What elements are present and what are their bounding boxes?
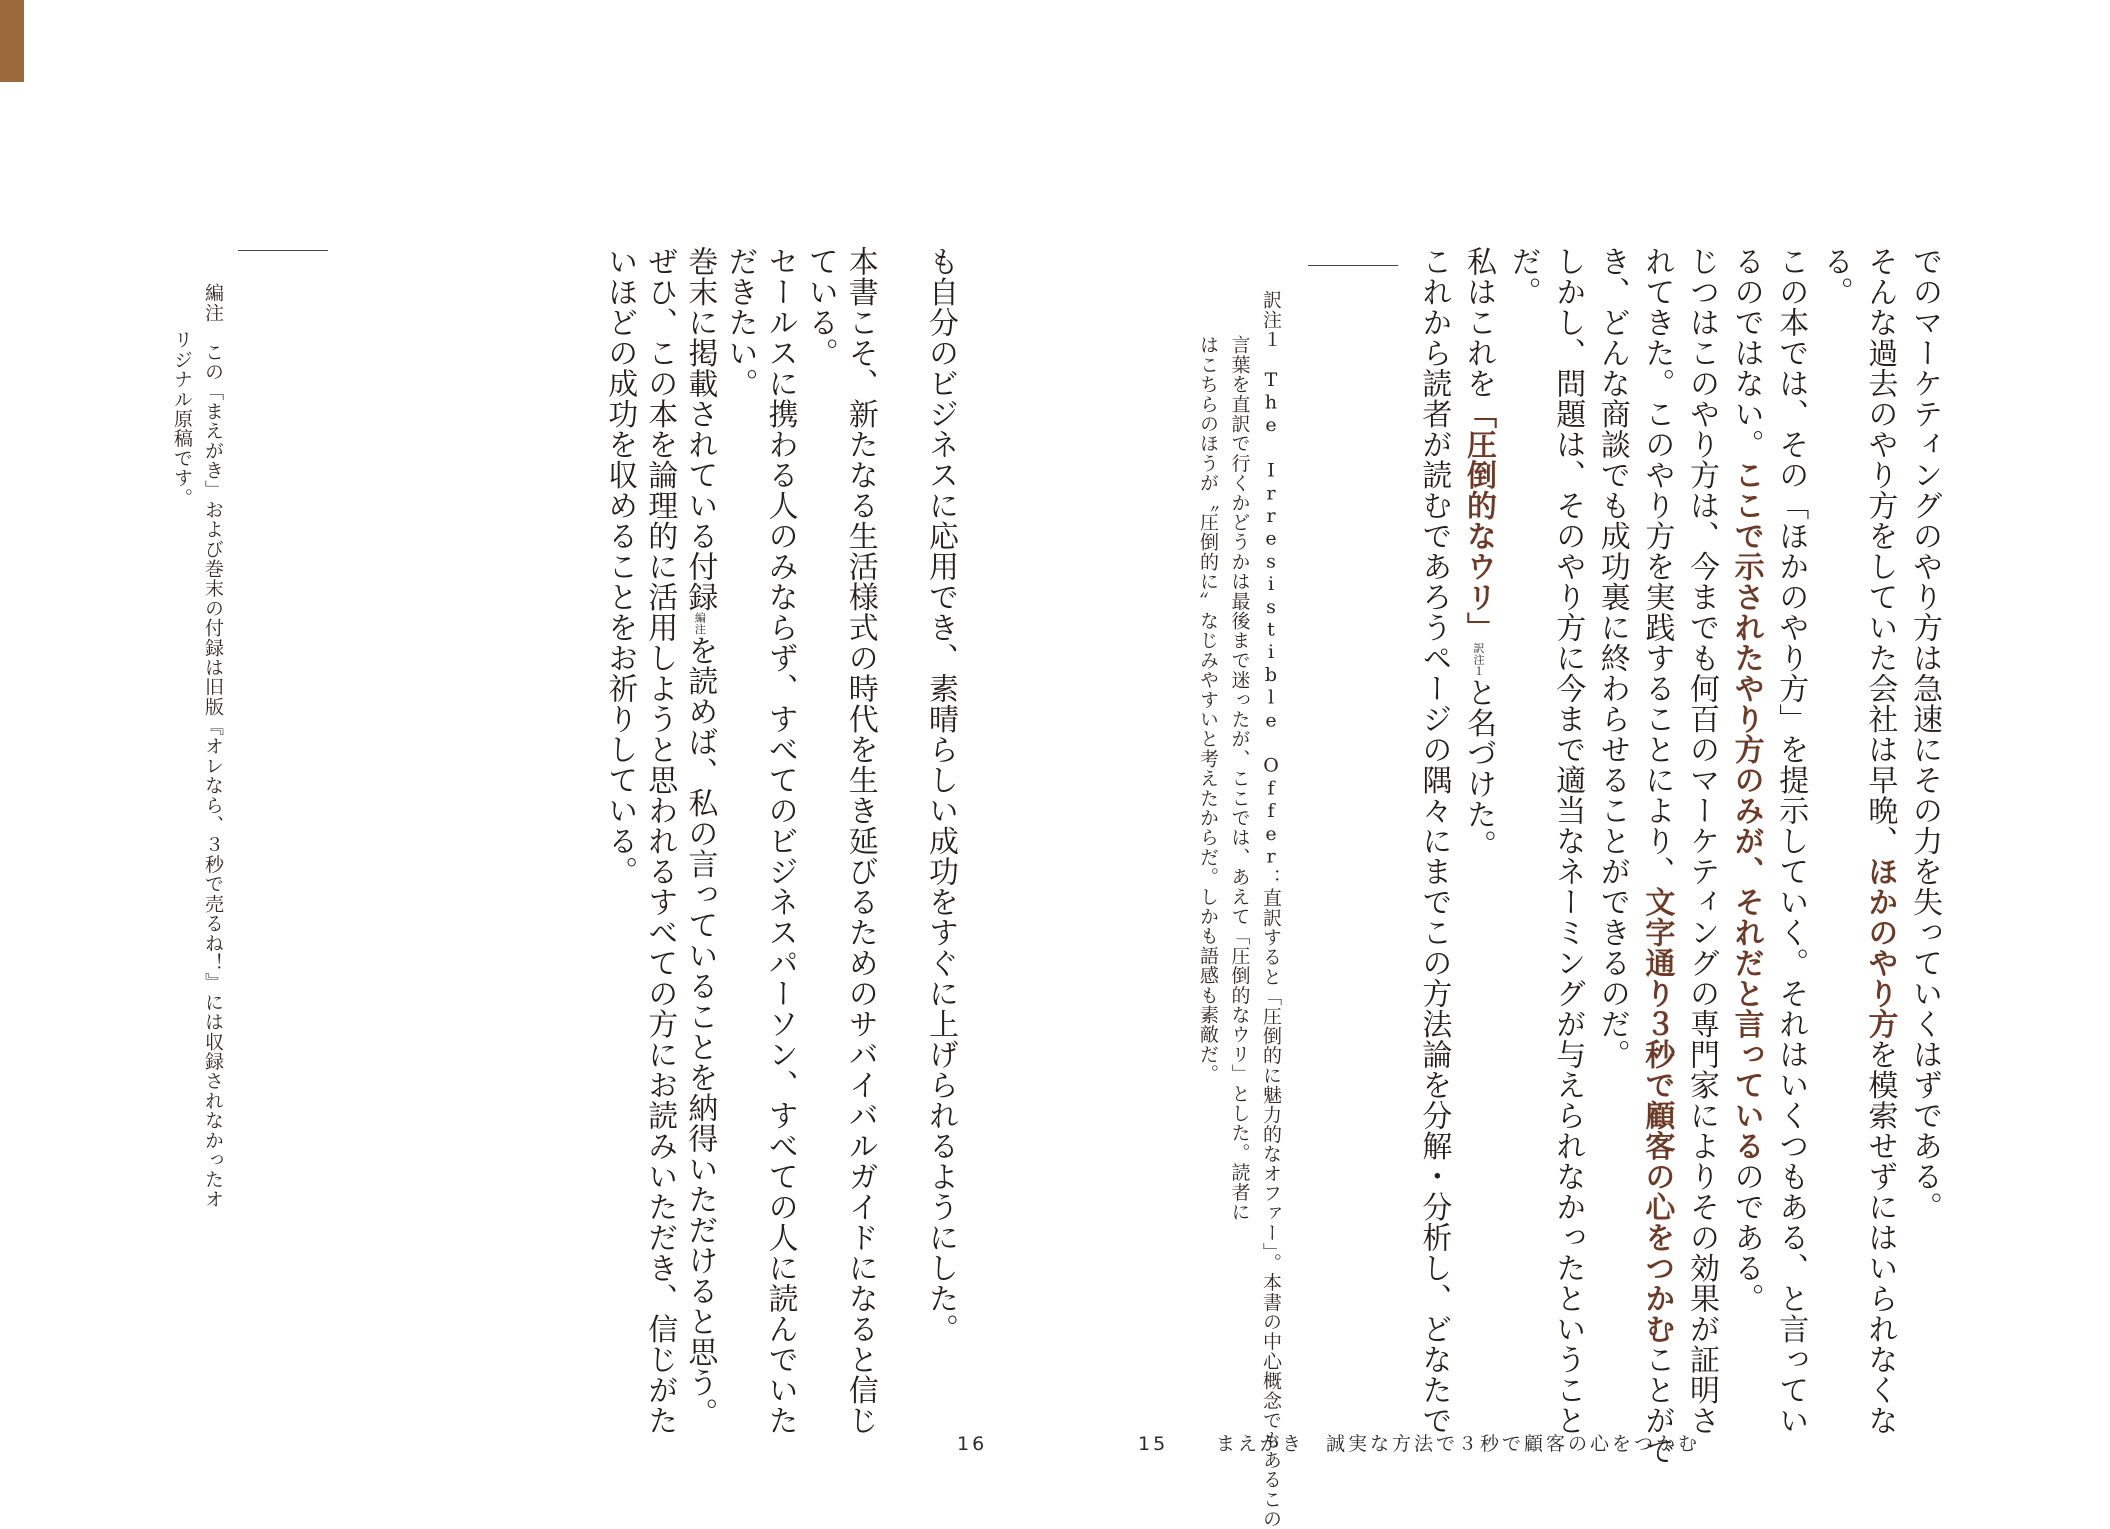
right-page-line (1594, 246, 1630, 1070)
text-run: でのマーケティングのやり方は急速にその力を失っていくはずである。 (1907, 246, 1942, 1222)
note-label: 編注 (202, 283, 224, 343)
text-run: ている。 (802, 246, 838, 368)
text-run: を模索せずにはいられなくな (1862, 1039, 1898, 1436)
emphasis-text: 「圧倒的なウリ」 (1461, 398, 1496, 643)
page-number-right: 15 (1138, 1433, 1169, 1455)
left-page-line (923, 246, 958, 1344)
text-run: この本では、その「ほかのやり方」を提示していく。それはいくつもある、と言ってい (1773, 246, 1809, 1436)
translator-note-line (1230, 335, 1249, 1222)
text-run: き、どんな商談でも成功裏に終わらせることができるのだ。 (1594, 246, 1630, 1070)
emphasis-text: ここで示されたやり方のみが、それだと言っている (1728, 459, 1764, 1161)
text-run: だ。 (1505, 246, 1541, 307)
editor-note-line (172, 330, 191, 507)
text-run: と名づけた。 (1461, 677, 1496, 860)
left-page-line (642, 246, 678, 1436)
text-run: ことがで (1639, 1344, 1675, 1466)
right-page-line (1817, 246, 1853, 307)
emphasis-text: ほかのやり方 (1862, 856, 1898, 1039)
chapter-tab-marker (0, 0, 24, 82)
left-note-rule (238, 250, 328, 251)
text-run: 私はこれを (1461, 246, 1496, 399)
emphasis-text: 文字通り３秒で顧客の心をつかむ (1639, 886, 1675, 1344)
text-run: のである。 (1728, 1161, 1764, 1314)
text-run: セールスに携わる人のみならず、すべてのビジネスパーソン、すべての人に読んでいた (762, 246, 798, 1436)
right-page-line (1416, 246, 1452, 1436)
text-run: これから読者が読むであろうページの隅々にまでこの方法論を分解・分析し、どなたで (1416, 246, 1452, 1436)
note-label: 訳注１ (1260, 290, 1282, 369)
left-page-line (682, 246, 718, 1428)
page-number-left: 16 (957, 1433, 988, 1455)
note-reference: 訳注１ (1472, 642, 1485, 677)
note-text: 言葉を直訳で行くかどうかは最後まで迷ったが、ここでは、あえて「圧倒的なウリ」とした。読者に (1228, 335, 1251, 1222)
text-run: だきたい。 (722, 246, 758, 399)
text-run: じつはこのやり方は、今までも何百のマーケティングの専門家によりその効果が証明さ (1684, 246, 1719, 1436)
text-run: れてきた。このやり方を実践することにより、 (1639, 246, 1675, 887)
text-run: るのではない。 (1728, 246, 1764, 460)
text-run: も自分のビジネスに応用でき、素晴らしい成功をすぐに上げられるようにした。 (923, 246, 958, 1344)
text-run: そんな過去のやり方をしていた会社は早晩、 (1862, 246, 1898, 856)
note-text: The Irresistible Offer：直訳すると「圧倒的に魅力的なオファー」。本書の中心概念でもあるこの (1260, 368, 1282, 1529)
right-page-line (1505, 246, 1541, 307)
note-text: この「まえがき」および巻末の付録は旧版『オレなら、３秒で売るね！』には収録されなかったオ (202, 342, 224, 1209)
note-text: はこちらのほうが〝圧倒的に〟なじみやすいと考えたからだ。しかも語感も素敵だ。 (1197, 335, 1219, 1084)
right-page-line (1461, 246, 1496, 860)
left-page-line (802, 246, 838, 368)
left-page-line (722, 246, 758, 399)
running-head: まえがき 誠実な方法で３秒で顧客の心をつかむ (1216, 1433, 1701, 1455)
text-run: 本書こそ、新たなる生活様式の時代を生き延びるためのサバイバルガイドになると信じ (842, 246, 878, 1436)
editor-note-line (203, 283, 222, 1209)
translator-note-line (1261, 290, 1280, 1529)
right-page-line (1728, 246, 1764, 1314)
text-run: 巻末に掲載されている付録 (682, 246, 718, 612)
left-page-line (762, 246, 798, 1436)
left-page-line (602, 246, 638, 887)
right-page-line (1639, 246, 1675, 1466)
translator-note-line (1198, 335, 1217, 1084)
text-run: を読めば、私の言っていることを納得いただけると思う。 (682, 635, 718, 1428)
text-run: しかし、問題は、そのやり方に今まで適当なネーミングが与えられなかったということ (1550, 246, 1586, 1436)
right-page-line (1907, 246, 1942, 1222)
right-page-line (1773, 246, 1809, 1436)
note-reference: 編注 (693, 612, 707, 635)
text-run: いほどの成功を収めることをお祈りしている。 (602, 246, 638, 887)
left-page-line (842, 246, 878, 1436)
text-run: ぜひ、この本を論理的に活用しようと思われるすべての方にお読みいただき、信じがた (642, 246, 678, 1436)
right-note-rule (1308, 265, 1398, 266)
right-page-line (1684, 246, 1719, 1436)
right-page-line (1862, 246, 1898, 1436)
text-run: る。 (1817, 246, 1853, 307)
right-page-line (1550, 246, 1586, 1436)
note-text: リジナル原稿です。 (171, 330, 193, 508)
